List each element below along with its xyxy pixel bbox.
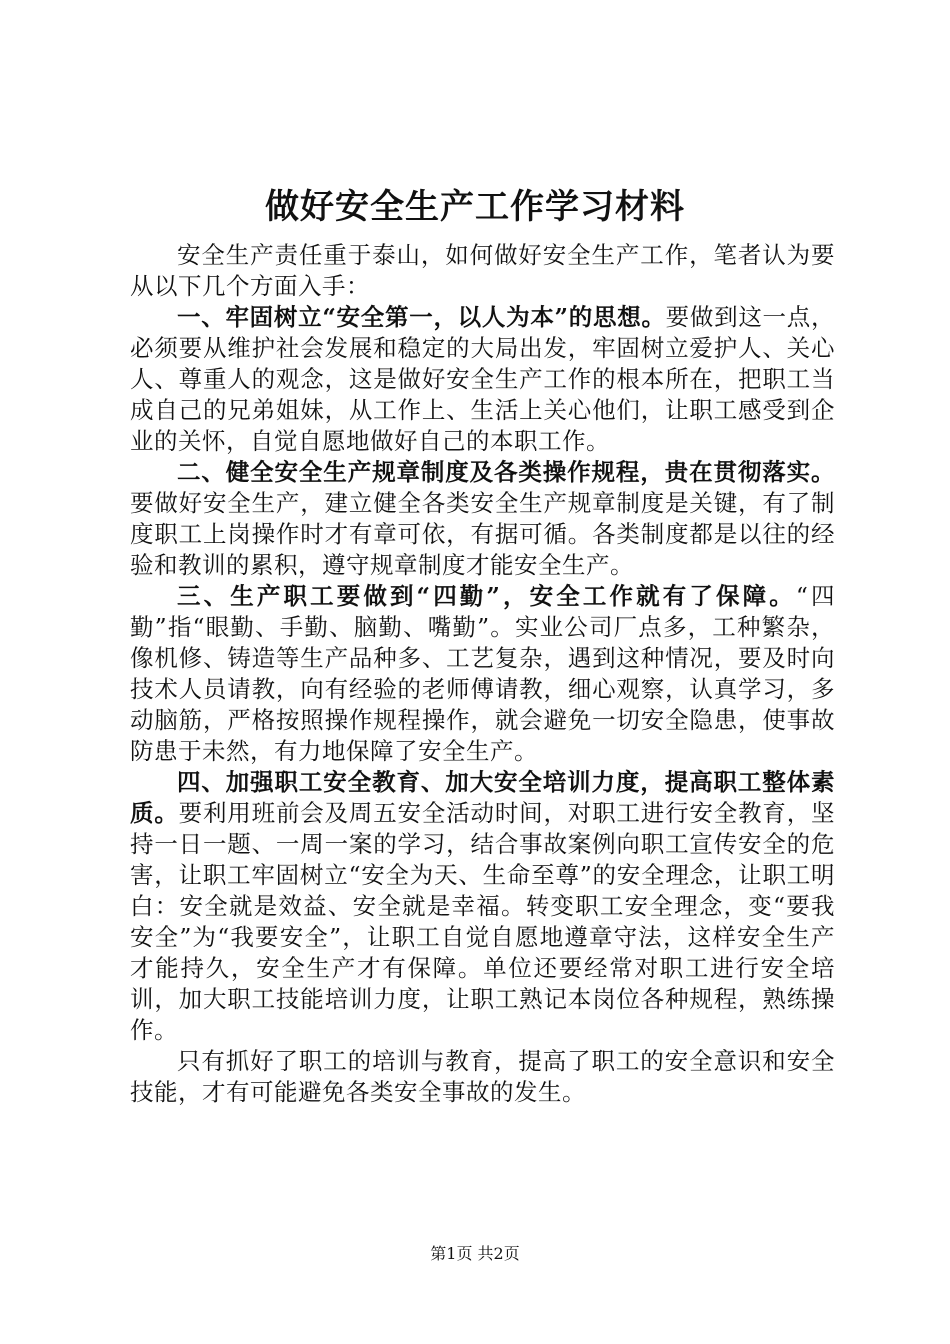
paragraph-conclusion bbox=[130, 1046, 835, 1108]
paragraph-text: 要做到这一点，必须要从维护社会发展和稳定的大局出发，牢固树立爱护人、关心人、尊重人的观念，这是做好安全生产工作的根本所在，把职工当成自己的兄弟姐妹，从工作上、生活上关心他们，让职工感受到企业的关怀，自觉自愿地做好自己的本职工作。 bbox=[130, 303, 835, 455]
document-body bbox=[130, 240, 835, 1108]
page-footer: 第1页 共2页 bbox=[430, 1244, 520, 1263]
paragraph-text: 要做好安全生产，建立健全各类安全生产规章制度是关键，有了制度职工上岗操作时才有章可依，有据可循。各类制度都是以往的经验和教训的累积，遵守规章制度才能安全生产。 bbox=[130, 489, 835, 579]
paragraph-point-2 bbox=[130, 457, 835, 581]
paragraph-text: 只有抓好了职工的培训与教育，提高了职工的安全意识和安全技能，才有可能避免各类安全事故的发生。 bbox=[130, 1047, 835, 1106]
paragraph-lead: 二、健全安全生产规章制度及各类操作规程，贵在贯彻落实。 bbox=[177, 458, 835, 486]
paragraph-lead: 一、牢固树立“安全第一，以人为本”的思想。 bbox=[177, 303, 666, 331]
paragraph-lead: 三、生产职工要做到“四勤”，安全工作就有了保障。 bbox=[177, 582, 796, 610]
paragraph-text: 安全生产责任重于泰山，如何做好安全生产工作，笔者认为要从以下几个方面入手： bbox=[130, 241, 835, 300]
document-title: 做好安全生产工作学习材料 bbox=[265, 187, 685, 227]
paragraph-point-1 bbox=[130, 302, 835, 457]
paragraph-text: 要利用班前会及周五安全活动时间，对职工进行安全教育，坚持一日一题、一周一案的学习，结合事故案例向职工宣传安全的危害，让职工牢固树立“安全为天、生命至尊”的安全理念，让职工明白：安全就是效益、安全就是幸福。转变职工安全理念，变“要我安全”为“我要安全”，让职工自觉自愿地遵章守法，这样安全生产才能持久，安全生产才有保障。单位还要经常对职工进行安全培训，加大职工技能培训力度，让职工熟记本岗位各种规程，熟练操作。 bbox=[130, 799, 836, 1044]
paragraph-text: “四勤”指“眼勤、手勤、脑勤、嘴勤”。实业公司厂点多，工种繁杂，像机修、铸造等生产品种多、工艺复杂，遇到这种情况，要及时向技术人员请教，向有经验的老师傅请教，细心观察，认真学习，多动脑筋，严格按照操作规程操作，就会避免一切安全隐患，使事故防患于未然，有力地保障了安全生产。 bbox=[130, 582, 835, 765]
paragraph-lead: 四、加强职工安全教育、加大安全培训力度，提高职工整体素质。 bbox=[130, 768, 835, 827]
paragraph-point-4 bbox=[130, 767, 835, 1046]
paragraph-point-3 bbox=[130, 581, 835, 767]
paragraph-intro bbox=[130, 240, 835, 302]
